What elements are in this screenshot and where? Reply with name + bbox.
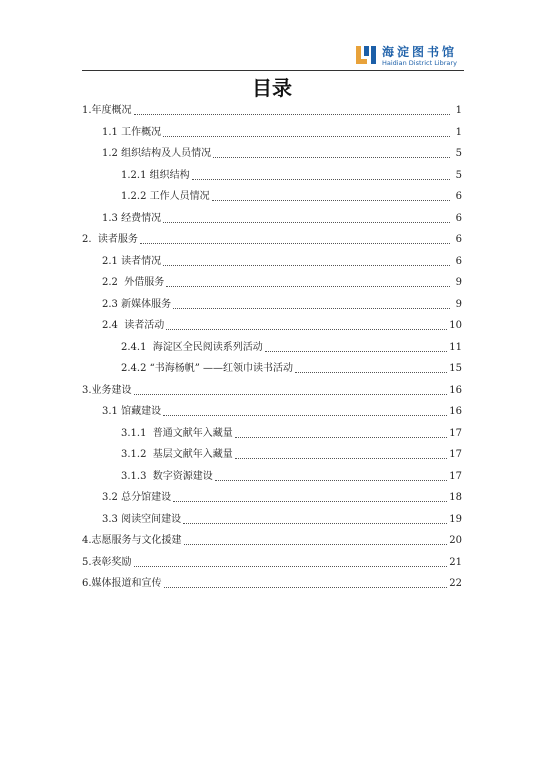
toc-entry-label: 3.1.3 数字资源建设	[121, 470, 213, 482]
toc-entry-label: 3.1.1 普通文献年入藏量	[121, 427, 233, 439]
toc-entry-label: 3.3 阅读空间建设	[102, 513, 182, 525]
toc-entry[interactable]	[82, 232, 462, 246]
toc-page-number: 20	[449, 535, 462, 546]
toc-entry-label: 2.2 外借服务	[102, 277, 165, 288]
toc-entry-label: 2.4.2 “书海杨帆” ——红领巾读书活动	[121, 363, 294, 374]
toc-dot-leader	[164, 586, 448, 588]
toc-entry-label: 2. 读者服务	[82, 234, 138, 245]
toc-entry[interactable]	[102, 275, 462, 289]
toc-dot-leader	[166, 285, 450, 287]
toc-page-number: 6	[455, 191, 462, 202]
toc-entry[interactable]	[121, 447, 462, 461]
toc-dot-leader	[213, 156, 450, 158]
library-logo	[354, 43, 474, 71]
toc-dot-leader	[163, 135, 450, 137]
toc-entry[interactable]	[102, 404, 462, 418]
page-title: 目录	[252, 76, 292, 100]
toc-dot-leader	[173, 500, 447, 502]
toc-page-number: 11	[449, 341, 462, 353]
library-logo-icon	[354, 43, 378, 67]
toc-page-number: 17	[449, 427, 462, 439]
toc-entry-label: 1.年度概况	[82, 105, 132, 116]
toc-entry[interactable]	[82, 555, 462, 569]
toc-entry[interactable]	[121, 340, 462, 354]
toc-dot-leader	[192, 178, 450, 180]
toc-entry-label: 2.1 读者情况	[102, 255, 162, 267]
toc-page-number: 6	[455, 255, 462, 267]
toc-entry-label: 5.表彰奖励	[82, 556, 132, 568]
toc-entry-label: 4.志愿服务与文化援建	[82, 535, 182, 546]
toc-dot-leader	[212, 199, 450, 201]
toc-page-number: 9	[455, 277, 462, 288]
toc-entry[interactable]	[121, 361, 462, 375]
toc-entry-label: 3.1.2 基层文献年入藏量	[121, 449, 233, 460]
toc-entry-label: 2.3 新媒体服务	[102, 298, 172, 310]
toc-page-number: 19	[449, 513, 462, 525]
header-divider	[82, 70, 464, 71]
toc-entry-label: 1.2 组织结构及人员情况	[102, 148, 212, 159]
toc-entry[interactable]	[102, 512, 462, 526]
toc-entry[interactable]	[121, 469, 462, 483]
toc-dot-leader	[183, 522, 447, 524]
toc-page-number: 1	[455, 126, 462, 138]
toc-page-number: 16	[449, 384, 462, 396]
toc-entry[interactable]	[102, 297, 462, 311]
toc-page-number: 18	[449, 492, 462, 503]
toc-dot-leader	[166, 328, 447, 330]
toc-entry[interactable]	[82, 383, 462, 397]
toc-page-number: 17	[449, 449, 462, 460]
toc-entry[interactable]	[102, 125, 462, 139]
toc-dot-leader	[295, 371, 447, 373]
toc-entry-label: 3.业务建设	[82, 384, 132, 396]
toc-entry[interactable]	[102, 318, 462, 332]
toc-page-number: 5	[455, 148, 462, 159]
toc-entry-label: 3.2 总分馆建设	[102, 492, 172, 503]
toc-dot-leader	[173, 307, 450, 309]
toc-dot-leader	[265, 350, 447, 352]
toc-dot-leader	[134, 113, 450, 115]
toc-dot-leader	[235, 436, 447, 438]
toc-dot-leader	[163, 221, 450, 223]
toc-page-number: 6	[455, 212, 462, 224]
toc-entry[interactable]	[102, 490, 462, 504]
toc-entry[interactable]	[82, 533, 462, 547]
toc-dot-leader	[134, 393, 448, 395]
toc-page-number: 10	[449, 320, 462, 331]
toc-entry-label: 1.2.2 工作人员情况	[121, 191, 210, 202]
toc-entry[interactable]	[121, 426, 462, 440]
toc-page-number: 16	[449, 406, 462, 417]
toc-entry[interactable]	[102, 254, 462, 268]
toc-entry[interactable]	[121, 189, 462, 203]
toc-page-number: 15	[449, 363, 462, 374]
toc-entry[interactable]	[82, 103, 462, 117]
toc-dot-leader	[184, 543, 448, 545]
toc-page-number: 9	[455, 298, 462, 310]
toc-page-number: 6	[455, 234, 462, 245]
toc-entry[interactable]	[121, 168, 462, 182]
toc-dot-leader	[163, 264, 450, 266]
logo-english-name: Haidian District Library	[382, 59, 457, 67]
toc-page-number: 5	[455, 169, 462, 181]
toc-entry-label: 3.1 馆藏建设	[102, 406, 162, 417]
toc-entry-label: 6.媒体报道和宣传	[82, 578, 162, 589]
toc-entry[interactable]	[102, 146, 462, 160]
toc-page-number: 22	[449, 578, 462, 589]
toc-dot-leader	[235, 457, 447, 459]
toc-entry-label: 1.1 工作概况	[102, 126, 162, 138]
toc-entry[interactable]	[102, 211, 462, 225]
toc-entry-label: 2.4.1 海淀区全民阅读系列活动	[121, 341, 263, 353]
toc-dot-leader	[215, 479, 447, 481]
toc-entry-label: 1.2.1 组织结构	[121, 169, 190, 181]
toc-page-number: 1	[455, 105, 462, 116]
toc-page-number: 17	[449, 470, 462, 482]
toc-dot-leader	[163, 414, 447, 416]
toc-dot-leader	[140, 242, 450, 244]
toc-entry[interactable]	[82, 576, 462, 590]
toc-entry-label: 2.4 读者活动	[102, 320, 165, 331]
toc-entry-label: 1.3 经费情况	[102, 212, 162, 224]
logo-chinese-name: 海淀图书馆	[382, 45, 458, 59]
toc-page-number: 21	[449, 556, 462, 568]
toc-dot-leader	[134, 565, 448, 567]
